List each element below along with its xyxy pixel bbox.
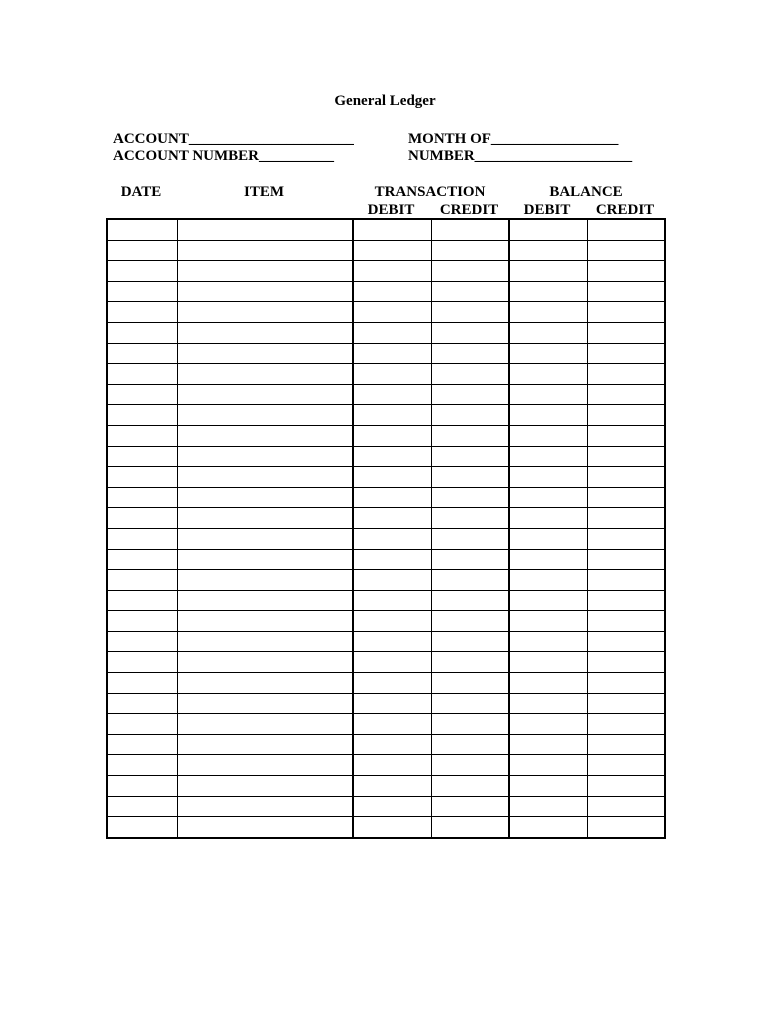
date-cell <box>107 611 177 632</box>
transaction-debit-cell <box>353 508 431 529</box>
transaction-debit-cell <box>353 446 431 467</box>
balance-debit-cell <box>509 673 587 694</box>
balance-credit-cell <box>587 652 665 673</box>
transaction-credit-cell <box>431 796 509 817</box>
transaction-debit-cell <box>353 487 431 508</box>
table-row <box>107 281 665 302</box>
item-cell <box>177 343 353 364</box>
balance-debit-cell <box>509 776 587 797</box>
balance-credit-cell <box>587 425 665 446</box>
balance-debit-cell <box>509 817 587 838</box>
balance-credit-cell <box>587 281 665 302</box>
ledger-table-body <box>107 219 665 838</box>
date-cell <box>107 817 177 838</box>
transaction-debit-cell <box>353 590 431 611</box>
balance-debit-cell <box>509 322 587 343</box>
table-row <box>107 714 665 735</box>
table-row <box>107 631 665 652</box>
transaction-debit-cell <box>353 384 431 405</box>
item-cell <box>177 734 353 755</box>
transaction-credit-cell <box>431 693 509 714</box>
transaction-debit-cell <box>353 322 431 343</box>
table-row <box>107 343 665 364</box>
transaction-credit-cell <box>431 343 509 364</box>
table-row <box>107 528 665 549</box>
date-cell <box>107 796 177 817</box>
transaction-credit-cell <box>431 776 509 797</box>
transaction-debit-cell <box>353 755 431 776</box>
balance-debit-cell <box>509 549 587 570</box>
transaction-credit-cell <box>431 652 509 673</box>
transaction-debit-cell <box>353 425 431 446</box>
transaction-debit-cell <box>353 631 431 652</box>
item-cell <box>177 487 353 508</box>
date-cell <box>107 343 177 364</box>
date-cell <box>107 549 177 570</box>
date-cell <box>107 528 177 549</box>
number-field: NUMBER_____________________ <box>408 148 633 164</box>
transaction-credit-cell <box>431 425 509 446</box>
balance-debit-cell <box>509 734 587 755</box>
transaction-credit-cell <box>431 240 509 261</box>
date-cell <box>107 322 177 343</box>
date-cell <box>107 487 177 508</box>
balance-credit-cell <box>587 693 665 714</box>
table-row <box>107 364 665 385</box>
transaction-credit-cell <box>431 714 509 735</box>
item-cell <box>177 446 353 467</box>
balance-debit-cell <box>509 261 587 282</box>
date-cell <box>107 673 177 694</box>
item-cell <box>177 384 353 405</box>
item-cell <box>177 693 353 714</box>
transaction-credit-cell <box>431 405 509 426</box>
date-cell <box>107 302 177 323</box>
balance-credit-cell <box>587 467 665 488</box>
date-cell <box>107 590 177 611</box>
transaction-debit-cell <box>353 549 431 570</box>
table-row <box>107 693 665 714</box>
balance-credit-cell <box>587 776 665 797</box>
balance-credit-cell <box>587 734 665 755</box>
item-cell <box>177 652 353 673</box>
item-cell <box>177 796 353 817</box>
balance-credit-cell <box>587 817 665 838</box>
balance-credit-cell <box>587 219 665 240</box>
table-row <box>107 302 665 323</box>
transaction-debit-cell <box>353 734 431 755</box>
transaction-debit-cell <box>353 796 431 817</box>
date-cell <box>107 734 177 755</box>
ledger-table <box>106 218 666 839</box>
balance-debit-cell <box>509 281 587 302</box>
item-cell <box>177 611 353 632</box>
balance-debit-cell <box>509 755 587 776</box>
balance-credit-cell <box>587 755 665 776</box>
page-title: General Ledger <box>334 93 436 109</box>
transaction-debit-cell <box>353 673 431 694</box>
item-cell <box>177 570 353 591</box>
transaction-credit-cell <box>431 487 509 508</box>
transaction-credit-cell <box>431 467 509 488</box>
item-cell <box>177 467 353 488</box>
balance-debit-cell <box>509 425 587 446</box>
balance-debit-cell <box>509 590 587 611</box>
table-row <box>107 549 665 570</box>
transaction-debit-cell <box>353 467 431 488</box>
balance-credit-cell <box>587 631 665 652</box>
table-row <box>107 590 665 611</box>
item-cell <box>177 817 353 838</box>
item-cell <box>177 405 353 426</box>
balance-debit-cell <box>509 611 587 632</box>
column-header-transaction: TRANSACTION <box>374 184 486 200</box>
table-row <box>107 487 665 508</box>
table-row <box>107 611 665 632</box>
balance-credit-cell <box>587 487 665 508</box>
item-cell <box>177 755 353 776</box>
transaction-credit-cell <box>431 322 509 343</box>
column-header-balance: BALANCE <box>549 184 623 200</box>
item-cell <box>177 364 353 385</box>
item-cell <box>177 219 353 240</box>
date-cell <box>107 755 177 776</box>
balance-debit-cell <box>509 508 587 529</box>
transaction-debit-cell <box>353 364 431 385</box>
balance-credit-cell <box>587 714 665 735</box>
date-cell <box>107 776 177 797</box>
table-row <box>107 508 665 529</box>
date-cell <box>107 364 177 385</box>
table-row <box>107 776 665 797</box>
table-row <box>107 734 665 755</box>
table-row <box>107 467 665 488</box>
balance-credit-cell <box>587 384 665 405</box>
balance-debit-cell <box>509 405 587 426</box>
item-cell <box>177 673 353 694</box>
date-cell <box>107 425 177 446</box>
date-cell <box>107 405 177 426</box>
balance-debit-cell <box>509 570 587 591</box>
balance-debit-cell <box>509 219 587 240</box>
transaction-debit-cell <box>353 528 431 549</box>
date-cell <box>107 631 177 652</box>
transaction-credit-cell <box>431 549 509 570</box>
transaction-debit-cell <box>353 817 431 838</box>
transaction-debit-cell <box>353 219 431 240</box>
transaction-credit-cell <box>431 261 509 282</box>
transaction-credit-cell <box>431 508 509 529</box>
date-cell <box>107 652 177 673</box>
column-header-transaction-debit: DEBIT <box>367 202 415 218</box>
balance-debit-cell <box>509 446 587 467</box>
balance-credit-cell <box>587 405 665 426</box>
column-header-item: ITEM <box>243 184 284 200</box>
balance-credit-cell <box>587 322 665 343</box>
transaction-debit-cell <box>353 405 431 426</box>
item-cell <box>177 261 353 282</box>
transaction-credit-cell <box>431 302 509 323</box>
balance-credit-cell <box>587 261 665 282</box>
table-row <box>107 796 665 817</box>
transaction-credit-cell <box>431 384 509 405</box>
balance-credit-cell <box>587 549 665 570</box>
balance-credit-cell <box>587 446 665 467</box>
balance-credit-cell <box>587 570 665 591</box>
date-cell <box>107 693 177 714</box>
balance-debit-cell <box>509 384 587 405</box>
date-cell <box>107 467 177 488</box>
balance-credit-cell <box>587 673 665 694</box>
date-cell <box>107 714 177 735</box>
table-row <box>107 240 665 261</box>
table-row <box>107 570 665 591</box>
item-cell <box>177 508 353 529</box>
balance-debit-cell <box>509 343 587 364</box>
balance-debit-cell <box>509 487 587 508</box>
date-cell <box>107 570 177 591</box>
transaction-credit-cell <box>431 734 509 755</box>
column-header-balance-debit: DEBIT <box>523 202 571 218</box>
item-cell <box>177 281 353 302</box>
transaction-debit-cell <box>353 281 431 302</box>
table-row <box>107 219 665 240</box>
transaction-credit-cell <box>431 364 509 385</box>
transaction-debit-cell <box>353 240 431 261</box>
column-header-balance-credit: CREDIT <box>595 202 655 218</box>
item-cell <box>177 322 353 343</box>
transaction-debit-cell <box>353 611 431 632</box>
transaction-debit-cell <box>353 570 431 591</box>
balance-debit-cell <box>509 631 587 652</box>
balance-credit-cell <box>587 364 665 385</box>
transaction-credit-cell <box>431 446 509 467</box>
balance-debit-cell <box>509 796 587 817</box>
account-number-field: ACCOUNT NUMBER__________ <box>113 148 334 164</box>
item-cell <box>177 302 353 323</box>
date-cell <box>107 508 177 529</box>
date-cell <box>107 261 177 282</box>
date-cell <box>107 219 177 240</box>
item-cell <box>177 631 353 652</box>
table-row <box>107 652 665 673</box>
month-of-field: MONTH OF_________________ <box>408 131 619 147</box>
transaction-debit-cell <box>353 302 431 323</box>
balance-credit-cell <box>587 528 665 549</box>
transaction-credit-cell <box>431 590 509 611</box>
balance-credit-cell <box>587 302 665 323</box>
table-row <box>107 425 665 446</box>
table-row <box>107 755 665 776</box>
balance-debit-cell <box>509 302 587 323</box>
date-cell <box>107 446 177 467</box>
transaction-credit-cell <box>431 631 509 652</box>
table-row <box>107 817 665 838</box>
balance-debit-cell <box>509 693 587 714</box>
item-cell <box>177 425 353 446</box>
date-cell <box>107 384 177 405</box>
balance-debit-cell <box>509 528 587 549</box>
balance-debit-cell <box>509 240 587 261</box>
transaction-credit-cell <box>431 611 509 632</box>
transaction-debit-cell <box>353 776 431 797</box>
transaction-debit-cell <box>353 261 431 282</box>
account-field: ACCOUNT______________________ <box>113 131 354 147</box>
column-header-date: DATE <box>120 184 162 200</box>
transaction-credit-cell <box>431 755 509 776</box>
item-cell <box>177 714 353 735</box>
transaction-debit-cell <box>353 652 431 673</box>
transaction-credit-cell <box>431 570 509 591</box>
date-cell <box>107 240 177 261</box>
transaction-debit-cell <box>353 714 431 735</box>
item-cell <box>177 549 353 570</box>
transaction-credit-cell <box>431 281 509 302</box>
balance-debit-cell <box>509 467 587 488</box>
table-row <box>107 322 665 343</box>
item-cell <box>177 590 353 611</box>
column-header-transaction-credit: CREDIT <box>439 202 499 218</box>
balance-debit-cell <box>509 364 587 385</box>
balance-credit-cell <box>587 343 665 364</box>
balance-credit-cell <box>587 611 665 632</box>
transaction-debit-cell <box>353 343 431 364</box>
date-cell <box>107 281 177 302</box>
transaction-debit-cell <box>353 693 431 714</box>
transaction-credit-cell <box>431 219 509 240</box>
transaction-credit-cell <box>431 528 509 549</box>
table-row <box>107 673 665 694</box>
balance-credit-cell <box>587 590 665 611</box>
balance-debit-cell <box>509 652 587 673</box>
table-row <box>107 261 665 282</box>
balance-debit-cell <box>509 714 587 735</box>
transaction-credit-cell <box>431 673 509 694</box>
balance-credit-cell <box>587 240 665 261</box>
balance-credit-cell <box>587 796 665 817</box>
table-row <box>107 405 665 426</box>
balance-credit-cell <box>587 508 665 529</box>
transaction-credit-cell <box>431 817 509 838</box>
table-row <box>107 446 665 467</box>
item-cell <box>177 528 353 549</box>
table-row <box>107 384 665 405</box>
item-cell <box>177 776 353 797</box>
item-cell <box>177 240 353 261</box>
